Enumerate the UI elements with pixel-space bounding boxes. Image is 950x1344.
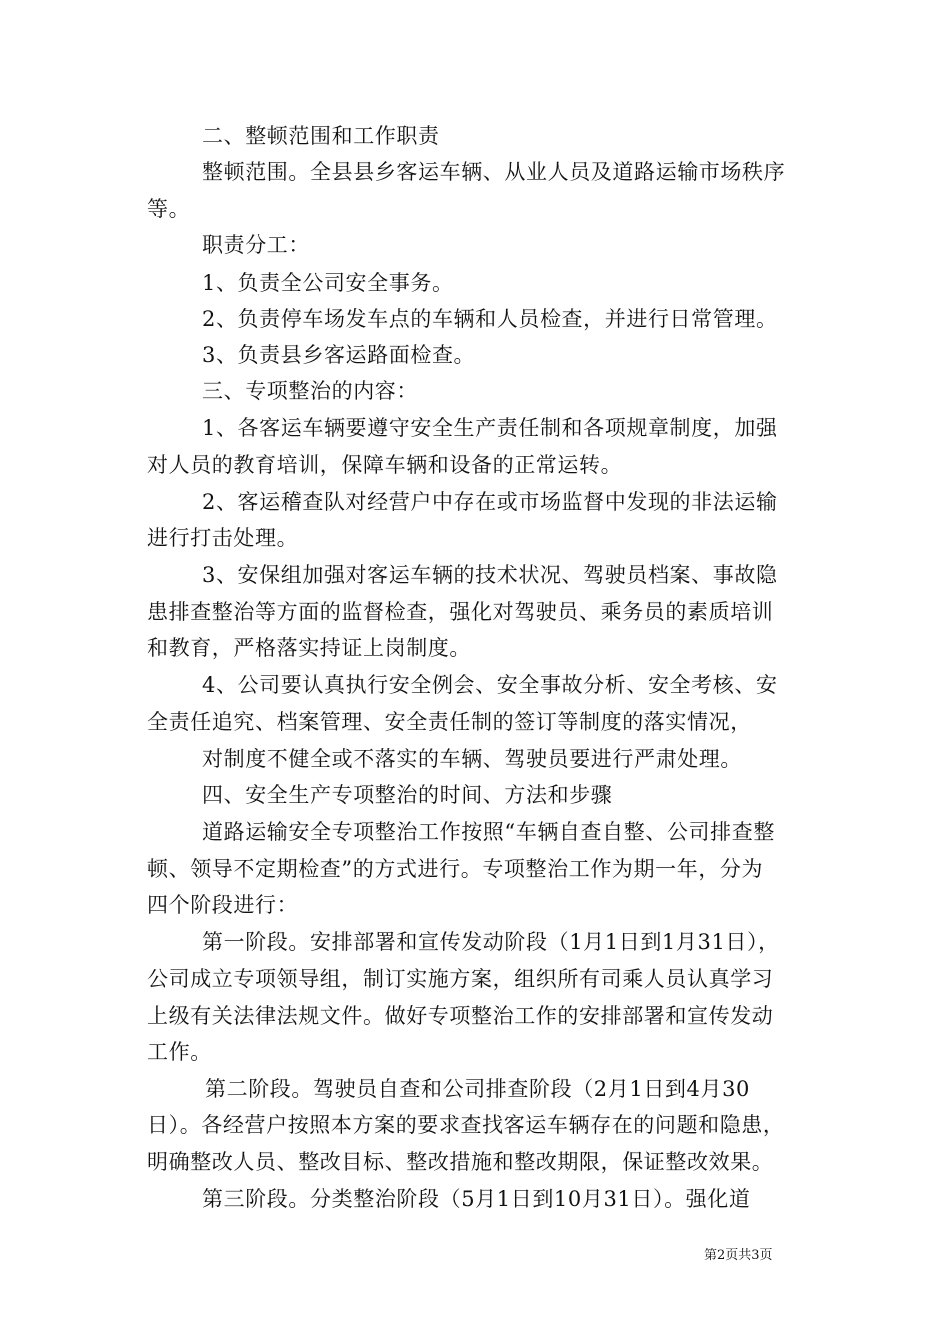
- paragraph-line: 第三阶段。分类整治阶段（5月1日到10月31日）。强化道: [202, 1187, 751, 1211]
- list-item: 3、安保组加强对客运车辆的技术状况、驾驶员档案、事故隐: [202, 563, 778, 587]
- paragraph-line: 患排查整治等方面的监督检查，强化对驾驶员、乘务员的素质培训: [147, 600, 774, 624]
- paragraph-line: 对制度不健全或不落实的车辆、驾驶员要进行严肃处理。: [202, 747, 742, 771]
- paragraph-line: 等。: [147, 197, 191, 221]
- paragraph-line: 整顿范围。全县县乡客运车辆、从业人员及道路运输市场秩序: [202, 160, 786, 184]
- paragraph-line: 道路运输安全专项整治工作按照“车辆自查自整、公司排查整: [202, 820, 775, 844]
- paragraph-line: 第一阶段。安排部署和宣传发动阶段（1月1日到1月31日），: [202, 930, 780, 954]
- paragraph-line: 四个阶段进行：: [147, 893, 299, 917]
- section-heading: 三、专项整治的内容：: [202, 379, 418, 403]
- list-item: 1、负责全公司安全事务。: [202, 271, 454, 295]
- list-item: 4、公司要认真执行安全例会、安全事故分析、安全考核、安: [202, 673, 778, 697]
- list-item: 3、负责县乡客运路面检查。: [202, 343, 476, 367]
- paragraph-line: 对人员的教育培训，保障车辆和设备的正常运转。: [147, 453, 623, 477]
- section-heading: 二、整顿范围和工作职责: [202, 124, 440, 148]
- paragraph-line: 明确整改人员、整改目标、整改措施和整改期限，保证整改效果。: [147, 1150, 774, 1174]
- list-item: 2、客运稽查队对经营户中存在或市场监督中发现的非法运输: [202, 490, 778, 514]
- paragraph-line: 工作。: [147, 1040, 212, 1064]
- list-item: 2、负责停车场发车点的车辆和人员检查，并进行日常管理。: [202, 307, 778, 331]
- paragraph-line: 日）。各经营户按照本方案的要求查找客运车辆存在的问题和隐患，: [147, 1113, 785, 1137]
- paragraph-line: 和教育，严格落实持证上岗制度。: [147, 636, 471, 660]
- paragraph-line: 全责任追究、档案管理、安全责任制的签订等制度的落实情况，: [147, 710, 752, 734]
- section-heading: 四、安全生产专项整治的时间、方法和步骤: [202, 783, 613, 807]
- list-item: 1、各客运车辆要遵守安全生产责任制和各项规章制度，加强: [202, 416, 778, 440]
- paragraph-line: 职责分工：: [202, 233, 310, 257]
- paragraph-line: 进行打击处理。: [147, 526, 299, 550]
- paragraph-line: 公司成立专项领导组，制订实施方案，组织所有司乘人员认真学习: [147, 967, 774, 991]
- page-number: 第2页共3页: [704, 1248, 773, 1263]
- paragraph-line: 顿、领导不定期检查”的方式进行。专项整治工作为期一年，分为: [147, 857, 764, 881]
- paragraph-line: 第二阶段。驾驶员自查和公司排查阶段（2月1日到4月30: [205, 1077, 751, 1101]
- paragraph-line: 上级有关法律法规文件。做好专项整治工作的安排部署和宣传发动: [147, 1004, 774, 1028]
